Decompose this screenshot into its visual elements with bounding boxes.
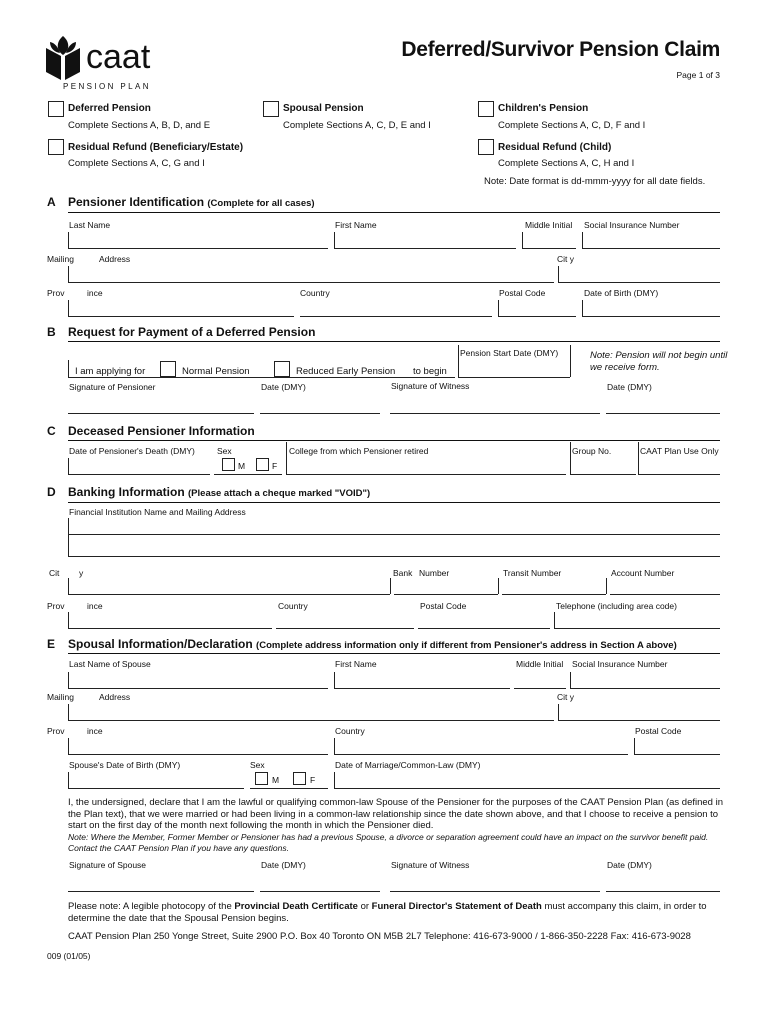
e-middle-initial-label: Middle Initial bbox=[516, 659, 564, 669]
e-field-divider bbox=[68, 704, 69, 720]
c-male-checkbox[interactable] bbox=[222, 458, 235, 471]
logo-subtext: PENSION PLAN bbox=[63, 82, 151, 91]
a-first-name-field[interactable] bbox=[334, 248, 516, 249]
section-e-rule bbox=[68, 653, 720, 654]
refund-child-label: Residual Refund (Child) bbox=[498, 142, 612, 153]
e-dob-field[interactable] bbox=[68, 788, 244, 789]
d-prov-label: Prov bbox=[47, 601, 65, 611]
date-format-note: Note: Date format is dd-mmm-yyyy for all date fields. bbox=[484, 176, 706, 187]
b-date2-field[interactable] bbox=[606, 413, 720, 414]
c-group-field[interactable] bbox=[570, 474, 636, 475]
b-field-divider bbox=[68, 360, 69, 377]
a-field-divider bbox=[582, 300, 583, 316]
e-sig-spouse-field[interactable] bbox=[68, 891, 254, 892]
childrens-pension-checkbox[interactable] bbox=[478, 101, 494, 117]
section-c-rule bbox=[68, 440, 720, 441]
section-c-letter: C bbox=[47, 424, 56, 438]
a-postal-field[interactable] bbox=[498, 316, 576, 317]
footer-note-c: or bbox=[357, 901, 372, 912]
a-prov-label: Prov bbox=[47, 288, 65, 298]
b-applying-underline bbox=[68, 377, 455, 378]
a-city-label: Cit y bbox=[557, 254, 574, 264]
d-ince-label: ince bbox=[87, 601, 103, 611]
b-sig-pensioner-label: Signature of Pensioner bbox=[69, 382, 156, 392]
b-date2-label: Date (DMY) bbox=[607, 382, 652, 392]
deferred-pension-desc: Complete Sections A, B, D, and E bbox=[68, 120, 211, 131]
d-city-field[interactable] bbox=[68, 594, 390, 595]
b-note: Note: Pension will not begin until we receive form. bbox=[590, 350, 728, 373]
a-field-divider bbox=[582, 232, 583, 248]
a-dob-label: Date of Birth (DMY) bbox=[584, 288, 659, 298]
e-first-name-field[interactable] bbox=[334, 688, 510, 689]
b-field-divider bbox=[458, 345, 459, 377]
e-last-name-field[interactable] bbox=[68, 688, 328, 689]
e-sig-witness-label: Signature of Witness bbox=[391, 860, 470, 870]
b-sig-witness-field[interactable] bbox=[390, 413, 600, 414]
section-d-letter: D bbox=[47, 485, 56, 499]
c-college-label: College from which Pensioner retired bbox=[289, 446, 429, 456]
d-phone-label: Telephone (including area code) bbox=[556, 601, 677, 611]
d-field-divider bbox=[498, 578, 499, 594]
e-field-divider bbox=[334, 672, 335, 688]
e-mailing-label: Mailing bbox=[47, 692, 74, 702]
d-account-label: Account Number bbox=[611, 568, 675, 578]
refund-beneficiary-desc: Complete Sections A, C, G and I bbox=[68, 158, 205, 169]
e-field-divider bbox=[558, 704, 559, 720]
d-field-divider bbox=[606, 578, 607, 594]
a-postal-label: Postal Code bbox=[499, 288, 546, 298]
form-number: 009 (01/05) bbox=[47, 951, 91, 961]
c-caat-use-label: CAAT Plan Use Only bbox=[640, 446, 719, 456]
e-province-field[interactable] bbox=[68, 754, 328, 755]
d-transit-label: Transit Number bbox=[503, 568, 562, 578]
d-field-divider bbox=[68, 518, 69, 556]
d-postal-field[interactable] bbox=[418, 628, 550, 629]
e-sig-witness-field[interactable] bbox=[390, 891, 600, 892]
d-field-divider bbox=[68, 578, 69, 594]
a-city-field[interactable] bbox=[558, 282, 720, 283]
refund-child-desc: Complete Sections A, C, H and I bbox=[498, 158, 635, 169]
section-b-rule bbox=[68, 341, 720, 342]
e-dob-label: Spouse's Date of Birth (DMY) bbox=[69, 760, 181, 770]
e-field-divider bbox=[68, 772, 69, 788]
b-applying-label: I am applying for bbox=[75, 366, 146, 377]
a-sin-field[interactable] bbox=[582, 248, 720, 249]
d-y-label: y bbox=[79, 568, 84, 578]
section-d-subtitle: (Please attach a cheque marked "VOID") bbox=[188, 488, 371, 499]
a-field-divider bbox=[498, 300, 499, 316]
deferred-pension-label: Deferred Pension bbox=[68, 103, 151, 114]
d-cit-label: Cit bbox=[49, 568, 60, 578]
section-d-title bbox=[68, 485, 370, 499]
footer-note-e: must accompany this claim, in order to determine the date that the Spousal Pension begins. bbox=[68, 901, 707, 924]
d-institution-label: Financial Institution Name and Mailing Address bbox=[69, 507, 246, 517]
e-female-checkbox[interactable] bbox=[293, 772, 306, 785]
b-date1-label: Date (DMY) bbox=[261, 382, 306, 392]
d-bank-number-field[interactable] bbox=[394, 594, 498, 595]
d-province-field[interactable] bbox=[68, 628, 272, 629]
childrens-pension-desc: Complete Sections A, C, D, F and I bbox=[498, 120, 646, 131]
d-institution-field-1[interactable] bbox=[68, 534, 720, 535]
d-account-field[interactable] bbox=[610, 594, 720, 595]
c-college-field[interactable] bbox=[286, 474, 566, 475]
d-institution-field-2[interactable] bbox=[68, 556, 720, 557]
section-d-rule bbox=[68, 502, 720, 503]
c-group-label: Group No. bbox=[572, 446, 612, 456]
c-sex-label: Sex bbox=[217, 446, 232, 456]
e-date2-field[interactable] bbox=[606, 891, 720, 892]
a-dob-field[interactable] bbox=[582, 316, 720, 317]
c-male-label: M bbox=[238, 461, 246, 471]
b-to-begin-label: to begin bbox=[413, 366, 447, 377]
section-d-title-text: Banking Information bbox=[68, 485, 185, 499]
c-field-divider bbox=[286, 442, 287, 474]
a-field-divider bbox=[68, 300, 69, 316]
b-normal-label: Normal Pension bbox=[182, 366, 250, 377]
e-sex-field[interactable] bbox=[250, 788, 328, 789]
b-reduced-label: Reduced Early Pension bbox=[296, 366, 396, 377]
c-field-divider bbox=[68, 458, 69, 474]
d-field-divider bbox=[390, 578, 391, 594]
a-country-label: Country bbox=[300, 288, 330, 298]
e-ince-label: ince bbox=[87, 726, 103, 736]
d-country-label: Country bbox=[278, 601, 308, 611]
e-address-label: Address bbox=[99, 692, 131, 702]
a-field-divider bbox=[522, 232, 523, 248]
e-marriage-field[interactable] bbox=[334, 788, 720, 789]
a-first-name-label: First Name bbox=[335, 220, 377, 230]
a-country-field[interactable] bbox=[300, 316, 492, 317]
deferred-pension-checkbox[interactable] bbox=[48, 101, 64, 117]
section-e-title bbox=[68, 637, 677, 651]
c-female-label: F bbox=[272, 461, 278, 471]
e-first-name-label: First Name bbox=[335, 659, 377, 669]
e-date1-field[interactable] bbox=[260, 891, 380, 892]
b-start-date-label: Pension Start Date (DMY) bbox=[460, 348, 559, 358]
c-field-divider bbox=[638, 442, 639, 474]
section-a-subtitle: (Complete for all cases) bbox=[207, 198, 315, 209]
e-country-field[interactable] bbox=[334, 754, 628, 755]
refund-child-checkbox[interactable] bbox=[478, 139, 494, 155]
a-address-field[interactable] bbox=[68, 282, 554, 283]
a-field-divider bbox=[558, 266, 559, 282]
e-last-name-label: Last Name of Spouse bbox=[69, 659, 151, 669]
b-date1-field[interactable] bbox=[260, 413, 380, 414]
e-city-field[interactable] bbox=[558, 720, 720, 721]
section-e-letter: E bbox=[47, 637, 56, 651]
d-transit-field[interactable] bbox=[502, 594, 606, 595]
e-declaration: I, the undersigned, declare that I am the lawful or qualifying common-law Spouse of the Pensioner for the purposes of the CAAT Pension Plan (as defined in the Plan text), that we were married or had been living in a common-law relationship since the date shown above, and that I choose to receive a pension to start on the first day of the month next following the month in which the Pensioner died. bbox=[68, 797, 723, 831]
e-field-divider bbox=[334, 738, 335, 754]
a-last-name-label: Last Name bbox=[69, 220, 111, 230]
b-field-divider bbox=[570, 345, 571, 377]
e-prov-label: Prov bbox=[47, 726, 65, 736]
e-postal-label: Postal Code bbox=[635, 726, 682, 736]
c-field-divider bbox=[570, 442, 571, 474]
normal-pension-checkbox[interactable] bbox=[160, 361, 176, 377]
section-e-title-text: Spousal Information/Declaration bbox=[68, 637, 253, 651]
caat-logo bbox=[44, 34, 164, 94]
e-date1-label: Date (DMY) bbox=[261, 860, 306, 870]
e-marriage-label: Date of Marriage/Common-Law (DMY) bbox=[335, 760, 481, 770]
footer-note bbox=[68, 901, 723, 925]
refund-beneficiary-label: Residual Refund (Beneficiary/Estate) bbox=[68, 142, 244, 153]
e-field-divider bbox=[68, 738, 69, 754]
e-male-label: M bbox=[272, 775, 280, 785]
e-sin-field[interactable] bbox=[570, 688, 720, 689]
section-c-title: Deceased Pensioner Information bbox=[68, 424, 255, 438]
e-field-divider bbox=[570, 672, 571, 688]
e-sex-label: Sex bbox=[250, 760, 265, 770]
a-field-divider bbox=[334, 232, 335, 248]
d-phone-field[interactable] bbox=[554, 628, 720, 629]
b-start-date-field[interactable] bbox=[458, 377, 570, 378]
e-sig-spouse-label: Signature of Spouse bbox=[69, 860, 147, 870]
section-e-subtitle: (Complete address information only if different from Pensioner's address in Section A above) bbox=[256, 640, 677, 651]
e-field-divider bbox=[634, 738, 635, 754]
section-a-rule bbox=[68, 212, 720, 213]
a-province-field[interactable] bbox=[68, 316, 294, 317]
a-field-divider bbox=[68, 232, 69, 248]
a-middle-initial-label: Middle Initial bbox=[525, 220, 573, 230]
e-sin-label: Social Insurance Number bbox=[572, 659, 668, 669]
a-sin-label: Social Insurance Number bbox=[584, 220, 680, 230]
d-field-divider bbox=[68, 612, 69, 628]
reduced-pension-checkbox[interactable] bbox=[274, 361, 290, 377]
spousal-pension-label: Spousal Pension bbox=[283, 103, 364, 114]
spousal-pension-checkbox[interactable] bbox=[263, 101, 279, 117]
a-last-name-field[interactable] bbox=[68, 248, 328, 249]
b-sig-pensioner-field[interactable] bbox=[68, 413, 254, 414]
e-middle-initial-field[interactable] bbox=[514, 688, 566, 689]
section-a-letter: A bbox=[47, 195, 56, 209]
page-number: Page 1 of 3 bbox=[676, 70, 720, 80]
a-middle-initial-field[interactable] bbox=[522, 248, 576, 249]
spousal-pension-desc: Complete Sections A, C, D, E and I bbox=[283, 120, 431, 131]
a-ince-label: ince bbox=[87, 288, 103, 298]
footer-note-a: Please note: A legible photocopy of the bbox=[68, 901, 235, 912]
e-field-divider bbox=[334, 772, 335, 788]
d-bank-label: Bank bbox=[393, 568, 413, 578]
e-male-checkbox[interactable] bbox=[255, 772, 268, 785]
b-sig-witness-label: Signature of Witness bbox=[391, 381, 470, 391]
c-date-death-label: Date of Pensioner's Death (DMY) bbox=[69, 446, 195, 456]
e-postal-field[interactable] bbox=[634, 754, 720, 755]
a-mailing-label: Mailing bbox=[47, 254, 74, 264]
footer-note-b: Provincial Death Certificate bbox=[234, 901, 358, 912]
a-address-label: Address bbox=[99, 254, 131, 264]
e-date2-label: Date (DMY) bbox=[607, 860, 652, 870]
a-field-divider bbox=[68, 266, 69, 282]
c-caat-use-field bbox=[638, 474, 720, 475]
c-female-checkbox[interactable] bbox=[256, 458, 269, 471]
d-country-field[interactable] bbox=[276, 628, 414, 629]
e-country-label: Country bbox=[335, 726, 365, 736]
c-sex-field[interactable] bbox=[214, 474, 282, 475]
e-note: Note: Where the Member, Former Member or Pensioner has had a previous Spouse, a divorce or separation agreement could have an impact on the survivor benefit paid. Contact the CAAT Pension Plan if you have any questions. bbox=[68, 832, 709, 853]
c-date-death-field[interactable] bbox=[68, 474, 210, 475]
section-a-title bbox=[68, 195, 315, 209]
e-female-label: F bbox=[310, 775, 316, 785]
page-title: Deferred/Survivor Pension Claim bbox=[401, 38, 720, 61]
section-a-title-text: Pensioner Identification bbox=[68, 195, 205, 209]
section-b-letter: B bbox=[47, 325, 56, 339]
footer-address: CAAT Pension Plan 250 Yonge Street, Suite 2900 P.O. Box 40 Toronto ON M5B 2L7 Telephone: 416-673-9000 / 1-866-350-2228 Fax: 416-673-9028 bbox=[68, 931, 691, 942]
d-postal-label: Postal Code bbox=[420, 601, 467, 611]
e-address-field[interactable] bbox=[68, 720, 554, 721]
childrens-pension-label: Children's Pension bbox=[498, 103, 589, 114]
footer-note-d: Funeral Director's Statement of Death bbox=[371, 901, 542, 912]
d-number-label: Number bbox=[419, 568, 450, 578]
logo-text: caat bbox=[86, 38, 151, 76]
logo-mark-icon bbox=[44, 34, 82, 82]
e-field-divider bbox=[68, 672, 69, 688]
d-field-divider bbox=[554, 612, 555, 628]
section-b-title: Request for Payment of a Deferred Pension bbox=[68, 325, 316, 339]
refund-beneficiary-checkbox[interactable] bbox=[48, 139, 64, 155]
e-city-label: Cit y bbox=[557, 692, 574, 702]
